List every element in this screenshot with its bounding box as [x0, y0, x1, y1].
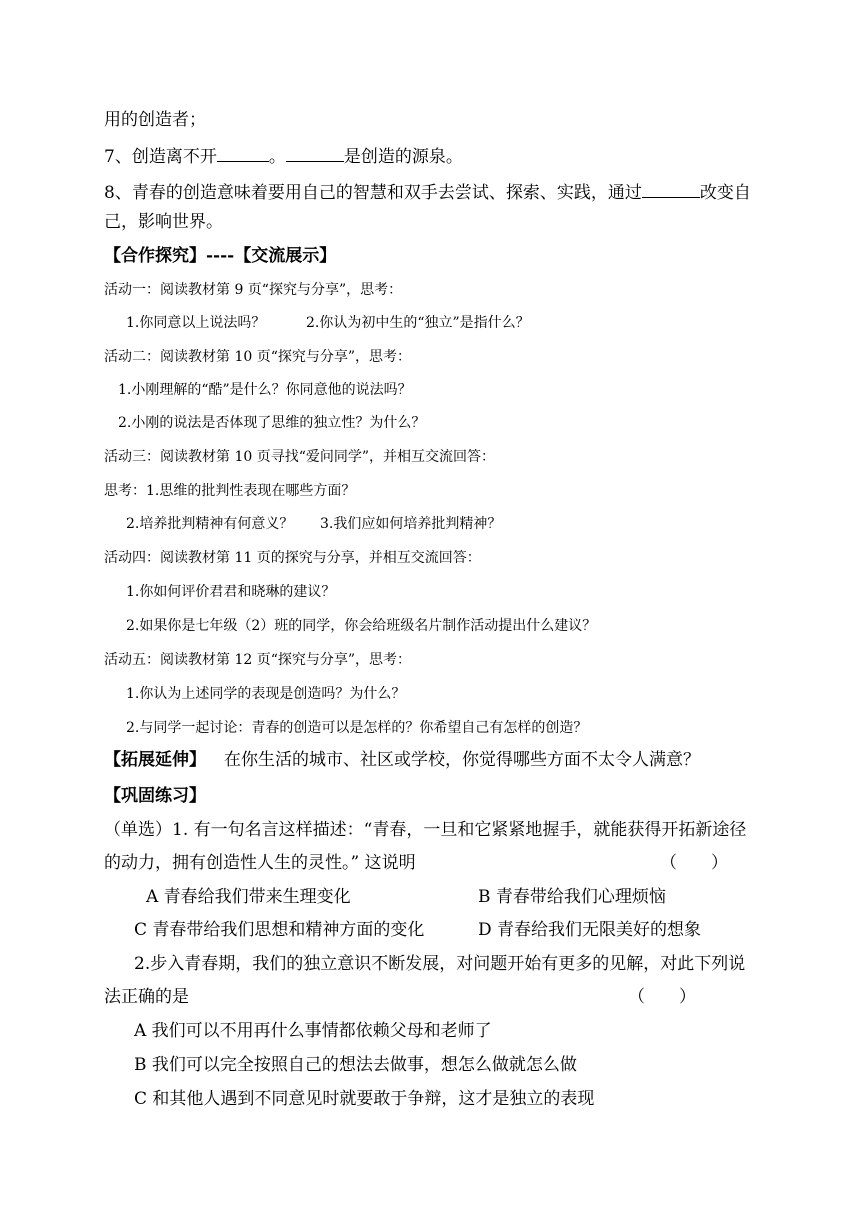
option-c: C 青春带给我们思想和精神方面的变化: [134, 920, 425, 940]
option-b: B 青春带给我们心理烦恼: [478, 887, 666, 907]
option-b: B 我们可以完全按照自己的想法去做事，想怎么做就怎么做: [134, 1055, 577, 1075]
question: 思考：1.思维的批判性表现在哪些方面？: [104, 483, 356, 499]
answer-blank[interactable]: [217, 146, 269, 162]
item-text: 。: [268, 147, 286, 167]
question: 1.你同意以上说法吗？: [126, 315, 266, 331]
item-text: 7、创造离不开: [104, 147, 217, 167]
section-heading: 【拓展延伸】: [104, 750, 206, 770]
question: 3.我们应如何培养批判精神？: [320, 516, 502, 532]
answer-paren[interactable]: （ ）: [660, 853, 728, 873]
activity-title: 活动四：阅读教材第 11 页的探究与分享，并相互交流回答：: [104, 550, 481, 566]
question: 1.小刚理解的“酷”是什么？你同意他的说法吗？: [118, 382, 412, 398]
activity-title: 活动五：阅读教材第 12 页“探究与分享”，思考：: [104, 652, 412, 668]
question-stem: （单选）1. 有一句名言这样描述：“青春，一旦和它紧紧地握手，就能获得开拓新途径: [104, 820, 747, 840]
activity-title: 活动一：阅读教材第 9 页“探究与分享”，思考：: [104, 282, 403, 298]
option-c: C 和其他人遇到不同意见时就要敢于争辩，这才是独立的表现: [134, 1089, 595, 1109]
question: 1.你认为上述同学的表现是创造吗？为什么？: [126, 686, 406, 702]
section-heading: 【巩固练习】: [104, 786, 206, 806]
question-stem: 2.步入青春期，我们的独立意识不断发展，对问题开始有更多的见解，对此下列说: [134, 954, 746, 974]
text-line: 用的创造者；: [104, 110, 206, 130]
item-text: 是创造的源泉。: [343, 147, 463, 167]
option-a: A 青春给我们带来生理变化: [146, 887, 351, 907]
activity-title: 活动三：阅读教材第 10 页寻找“爱问同学”，并相互交流回答：: [104, 449, 496, 465]
extension-section: [104, 752, 700, 769]
item-text: 8、青春的创造意味着要用自己的智慧和双手去尝试、探索、实践，通过: [104, 183, 642, 203]
option-d: D 青春给我们无限美好的想象: [478, 920, 702, 940]
question: 1.你如何评价君君和晓琳的建议？: [126, 584, 336, 600]
item-text: 改变自: [699, 183, 751, 203]
question-stem: 的动力，拥有创造性人生的灵性。” 这说明: [104, 853, 416, 873]
answer-blank[interactable]: [642, 182, 700, 198]
option-a: A 我们可以不用再什么事情都依赖父母和老师了: [134, 1021, 492, 1041]
fill-item-8: [104, 182, 751, 202]
activity-title: 活动二：阅读教材第 10 页“探究与分享”，思考：: [104, 349, 412, 365]
section-heading: 【合作探究】----【交流展示】: [104, 246, 337, 266]
answer-paren[interactable]: （ ）: [628, 987, 696, 1007]
question: 2.培养批判精神有何意义？: [126, 516, 294, 532]
text-line: 己，影响世界。: [104, 212, 223, 232]
extension-text: 在你生活的城市、社区或学校，你觉得哪些方面不太令人满意？: [224, 750, 700, 770]
question: 2.如果你是七年级（2）班的同学，你会给班级名片制作活动提出什么建议？: [126, 618, 597, 634]
answer-blank[interactable]: [286, 146, 344, 162]
question-stem: 法正确的是: [104, 987, 189, 1007]
question: 2.小刚的说法是否体现了思维的独立性？为什么？: [118, 415, 426, 431]
fill-item-7: [104, 146, 463, 166]
question: 2.与同学一起讨论：青春的创造可以是怎样的？你希望自己有怎样的创造？: [126, 720, 588, 736]
question: 2.你认为初中生的“独立”是指什么？: [306, 315, 530, 331]
